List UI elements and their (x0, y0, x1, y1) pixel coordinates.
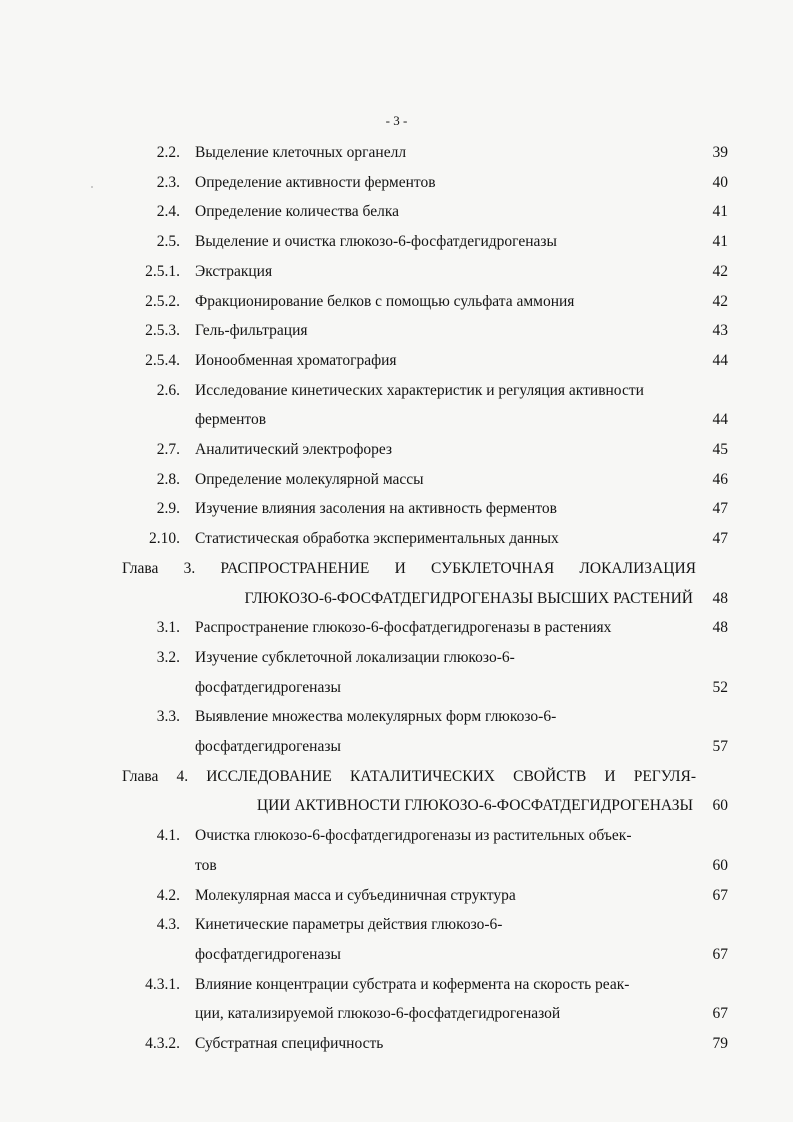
toc-section-number: 2.9. (156, 500, 180, 518)
toc-entry-title: Субстратная специфичность (195, 1035, 384, 1052)
toc-entry-title: Распространение глюкозо-6-фосфатдегидрогеназы в растениях (195, 619, 612, 637)
toc-entry-title: Аналитический электрофорез (195, 441, 393, 458)
toc-entry (0, 885, 793, 907)
toc-entry-title: Статистическая обработка экспериментальных данных (195, 530, 559, 548)
toc-entry-title: Выделение и очистка глюкозо-6-фосфатдегидрогеназы (195, 233, 557, 251)
toc-entry (0, 498, 793, 520)
page-number: - 3 - (385, 113, 408, 128)
toc-entry (0, 380, 793, 402)
toc-section-number: 2.6. (156, 381, 180, 399)
toc-page-number: 44 (712, 411, 728, 429)
toc-page-number: 43 (712, 322, 728, 340)
toc-page-number: 67 (712, 1005, 728, 1023)
toc-entry-title: Гель-фильтрация (195, 322, 308, 340)
toc-page-number: 48 (712, 589, 728, 607)
chapter-heading-continuation: ГЛЮКОЗО-6-ФОСФАТДЕГИДРОГЕНАЗЫ ВЫСШИХ РАСТЕНИЙ (244, 589, 693, 607)
chapter-heading-continuation: ЦИИ АКТИВНОСТИ ГЛЮКОЗО-6-ФОСФАТДЕГИДРОГЕНАЗЫ (256, 797, 693, 815)
toc-entry-title: Влияние концентрации субстрата и кофермента на скорость реак- (195, 975, 630, 993)
toc-section-number: 2.3. (156, 173, 180, 191)
toc-section-number: 4.3.1. (145, 975, 180, 993)
toc-entry (0, 172, 793, 194)
toc-entry (0, 647, 793, 669)
toc-entry-title: Исследование кинетических характеристик и регуляция активности (195, 381, 644, 399)
toc-entry-title-continuation: ферментов (195, 411, 267, 429)
toc-entry-continuation (0, 409, 793, 431)
toc-entry (0, 291, 793, 313)
toc-entry-title: Определение активности ферментов (195, 173, 436, 191)
toc-page-number: 39 (712, 144, 728, 161)
toc-entry-continuation (0, 736, 793, 758)
scan-speck (91, 186, 93, 188)
toc-page-number: 67 (712, 945, 728, 963)
toc-section-number: 3.2. (156, 648, 180, 666)
toc-page-number: 47 (712, 500, 728, 518)
toc-page-number: 52 (712, 678, 728, 696)
toc-entry (0, 706, 793, 728)
toc-page-number: 60 (712, 797, 728, 815)
toc-entry-title: Изучение влияния засоления на активность ферментов (195, 500, 557, 518)
toc-page-number: 42 (712, 292, 728, 310)
toc-entry (0, 617, 793, 639)
toc-entry-title-continuation: фосфатдегидрогеназы (195, 678, 341, 696)
toc-entry-title: Экстракция (195, 262, 273, 280)
toc-entry (0, 231, 793, 253)
toc-chapter-continuation (0, 795, 793, 817)
toc-entry (0, 201, 793, 223)
toc-entry-title: Фракционирование белков с помощью сульфата аммония (195, 292, 575, 310)
toc-entry (0, 469, 793, 491)
toc-entry (0, 914, 793, 936)
toc-entry-title: Кинетические параметры действия глюкозо-6- (195, 916, 503, 934)
toc-entry (0, 528, 793, 550)
toc-entry (0, 320, 793, 342)
toc-section-number: 2.5.2. (145, 292, 180, 310)
toc-page-number: 44 (712, 351, 728, 369)
toc-section-number: 2.5.4. (145, 351, 180, 369)
toc-page-number: 48 (712, 619, 728, 637)
toc-entry-title-continuation: фосфатдегидрогеназы (195, 945, 341, 963)
toc-entry (0, 439, 793, 461)
toc-page-number: 79 (712, 1035, 728, 1052)
toc-entry-continuation (0, 677, 793, 699)
toc-section-number: 4.3.2. (145, 1035, 180, 1052)
toc-chapter-line (0, 558, 793, 580)
chapter-heading: Глава 3. РАСПРОСТРАНЕНИЕ И СУБКЛЕТОЧНАЯ ЛОКАЛИЗАЦИЯ (122, 559, 696, 577)
toc-entry-title: Очистка глюкозо-6-фосфатдегидрогеназы из растительных объек- (195, 827, 632, 845)
toc-entry-title-continuation: ции, катализируемой глюкозо-6-фосфатдегидрогеназой (195, 1005, 561, 1023)
toc-page-number: 57 (712, 738, 728, 755)
toc-entry (0, 350, 793, 372)
toc-entry (0, 1033, 793, 1055)
toc-entry-title: Выявление множества молекулярных форм глюкозо-6- (195, 708, 557, 726)
toc-page-number: 41 (712, 203, 728, 221)
toc-entry-title: Выделение клеточных органелл (195, 144, 407, 161)
toc-page-number: 45 (712, 441, 728, 458)
toc-section-number: 4.3. (156, 916, 180, 934)
toc-page-number: 67 (712, 886, 728, 904)
toc-entry-title: Изучение субклеточной локализации глюкозо-6- (195, 648, 515, 666)
toc-page-number: 40 (712, 173, 728, 191)
toc-section-number: 2.10. (149, 530, 180, 548)
toc-section-number: 2.5.3. (145, 322, 180, 340)
toc-section-number: 3.3. (156, 708, 180, 726)
toc-entry-title-continuation: тов (195, 856, 217, 874)
toc-section-number: 2.7. (156, 441, 180, 458)
toc-entry (0, 142, 793, 164)
toc-entry-continuation (0, 855, 793, 877)
toc-section-number: 2.8. (156, 470, 180, 488)
toc-page-number: 41 (712, 233, 728, 251)
chapter-heading: Глава 4. ИССЛЕДОВАНИЕ КАТАЛИТИЧЕСКИХ СВОЙСТВ И РЕГУЛЯ- (122, 767, 696, 785)
toc-entry-title: Ионообменная хроматография (195, 351, 397, 369)
toc-entry-title: Определение молекулярной массы (195, 470, 424, 488)
toc-section-number: 3.1. (156, 619, 180, 637)
toc-entry-title: Молекулярная масса и субъединичная структура (195, 886, 516, 904)
toc-entry (0, 825, 793, 847)
toc-section-number: 4.1. (156, 827, 180, 845)
toc-section-number: 2.2. (156, 144, 180, 161)
toc-page-number: 42 (712, 262, 728, 280)
toc-entry (0, 261, 793, 283)
toc-entry (0, 974, 793, 996)
toc-chapter-line (0, 766, 793, 788)
toc-chapter-continuation (0, 588, 793, 610)
toc-page-number: 47 (712, 530, 728, 548)
toc-section-number: 2.5.1. (145, 262, 180, 280)
toc-entry-title-continuation: фосфатдегидрогеназы (195, 738, 341, 755)
toc-page-number: 60 (712, 856, 728, 874)
toc-entry-continuation (0, 1003, 793, 1025)
toc-page-number: 46 (712, 470, 728, 488)
toc-entry-continuation (0, 944, 793, 966)
toc-section-number: 2.4. (156, 203, 180, 221)
toc-section-number: 4.2. (156, 886, 180, 904)
toc-section-number: 2.5. (156, 233, 180, 251)
toc-entry-title: Определение количества белка (195, 203, 400, 221)
